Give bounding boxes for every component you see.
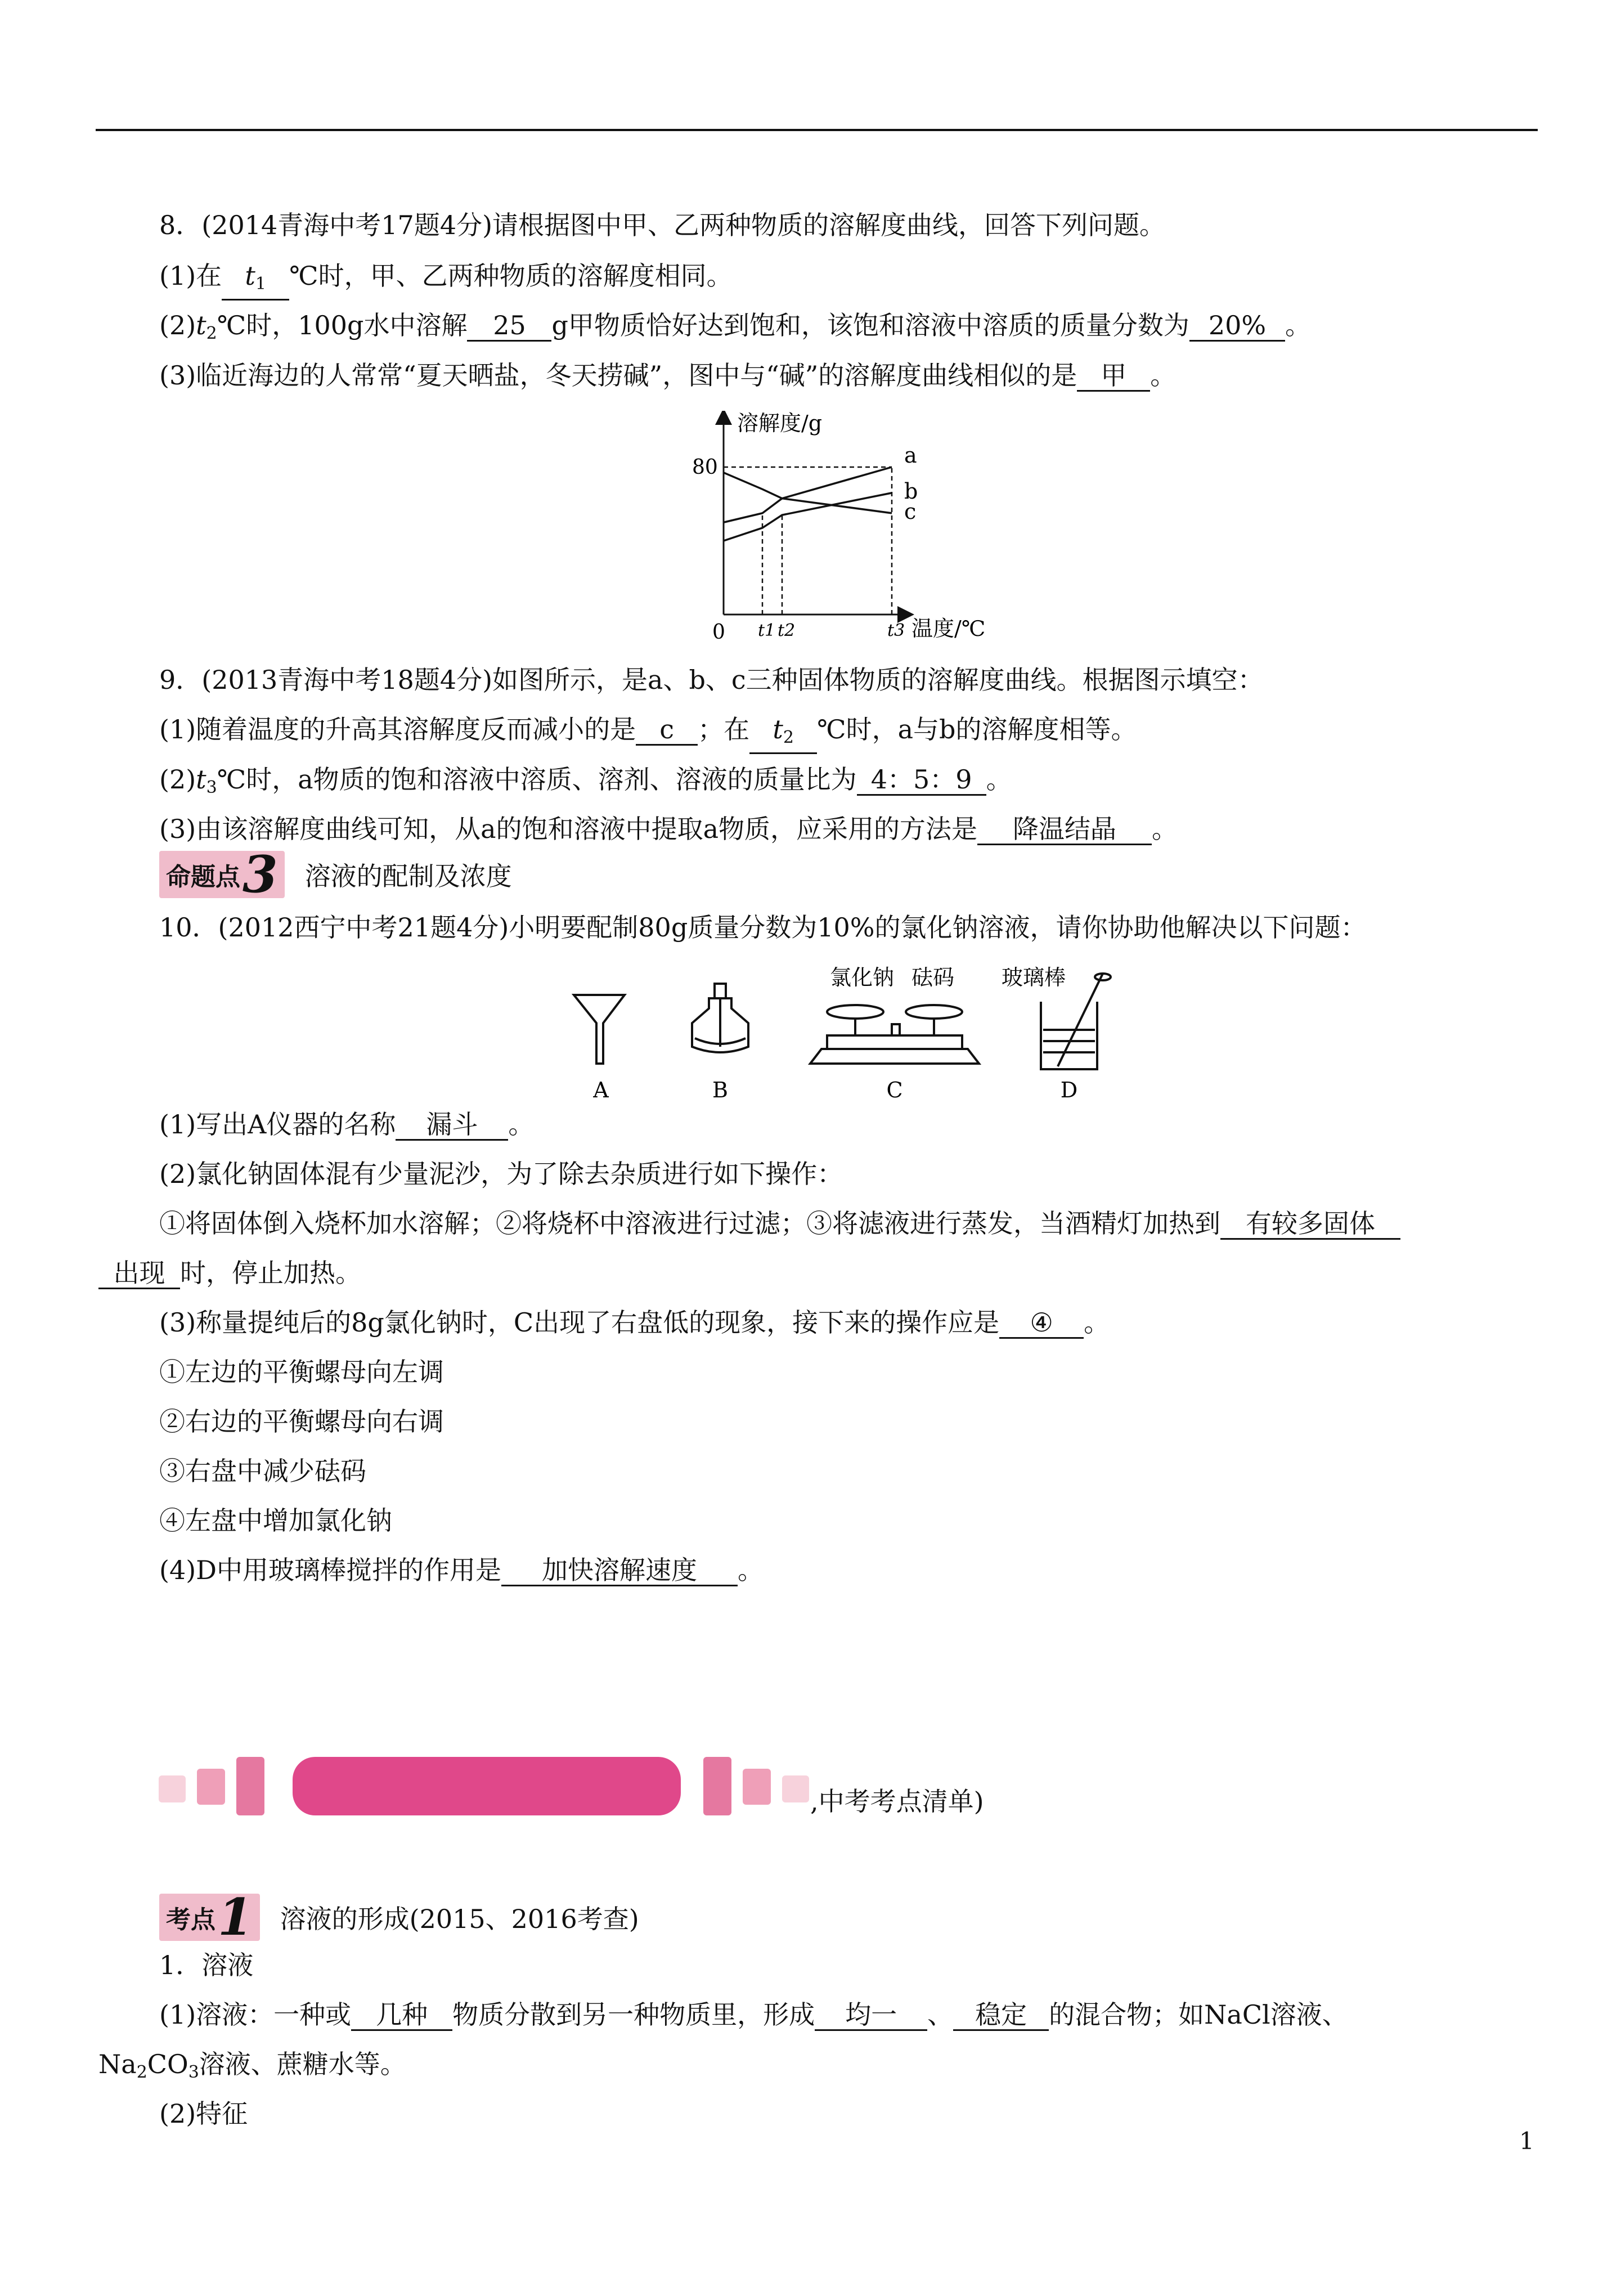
q10-option-3: ③右盘中减少砝码 <box>159 1456 366 1486</box>
q10-part2: (2)氯化钠固体混有少量泥沙，为了除去杂质进行如下操作： <box>159 1159 843 1189</box>
section-title: 溶液的配制及浓度 <box>304 861 512 891</box>
x-tick-t3: t3 <box>887 621 905 640</box>
section-heading-3 <box>159 845 512 904</box>
y-tick-80: 80 <box>692 456 718 479</box>
s1-line2: $Na_2CO_3$溶液、蔗糖水等。 <box>98 2049 406 2082</box>
banner-square <box>236 1757 264 1815</box>
q10-option-4: ④左盘中增加氯化钠 <box>159 1505 392 1536</box>
q8-part1: (1)在 $t_1$ ℃时，甲、乙两种物质的溶解度相同。 <box>159 259 733 301</box>
page-number: 1 <box>1519 2127 1534 2155</box>
s1-line1: (1)溶液：一种或 几种 物质分散到另一种物质里，形成 均一 、 稳定 的混合物；如NaCl溶液、 <box>159 1999 1348 2030</box>
banner-square <box>743 1769 771 1805</box>
s1-heading: 1．溶液 <box>159 1950 254 1980</box>
solubility-chart <box>681 411 1018 653</box>
weight-label: 砝码 <box>911 965 955 990</box>
x-tick-t2: t2 <box>778 621 796 640</box>
q10-stem: 10．(2012西宁中考21题4分)小明要配制80g质量分数为10%的氯化钠溶液，请你协助他解决以下问题： <box>159 912 1367 943</box>
kaodian-title: 溶液的形成(2015、2016考查) <box>280 1904 639 1934</box>
q10-part3: (3)称量提纯后的8g氯化钠时，C出现了右盘低的现象，接下来的操作应是 ④ 。 <box>159 1307 1110 1338</box>
label-D: D <box>1060 1078 1078 1102</box>
q8-part2: $(2)t_2℃$时，100g水中溶解 25 g甲物质恰好达到饱和，该饱和溶液中溶质的质量分数为 20% 。 <box>159 310 1311 343</box>
q8-answer-20: 20% <box>1189 311 1285 342</box>
q9-part3: (3)由该溶解度曲线可知，从a的饱和溶液中提取a物质，应采用的方法是 降温结晶 。 <box>159 814 1178 844</box>
q10-part1: (1)写出A仪器的名称 漏斗 。 <box>159 1109 535 1140</box>
apparatus-figure <box>563 957 1125 1109</box>
y-axis-label: 溶解度/g <box>737 411 823 436</box>
nacl-label: 氯化钠 <box>830 965 895 990</box>
curve-c <box>724 473 892 513</box>
q9-part1: (1)随着温度的升高其溶解度反而减小的是 c ；在 $t_2$ ℃时，a与b的溶解度相等。 <box>159 712 1137 754</box>
banner <box>152 1750 1502 1829</box>
q10-option-2: ②右边的平衡螺母向右调 <box>159 1406 444 1437</box>
funnel-icon <box>574 995 625 1064</box>
s1-line3: (2)特征 <box>159 2098 248 2129</box>
kaodian-heading-1 <box>159 1887 639 1947</box>
glass-rod-label: 玻璃棒 <box>1002 965 1066 990</box>
header-rule <box>96 129 1538 131</box>
q8-part3: (3)临近海边的人常常“夏天晒盐，冬天捞碱”，图中与“碱”的溶解度曲线相似的是 甲 。 <box>159 360 1177 391</box>
banner-square <box>782 1775 809 1802</box>
curve-label-b: b <box>904 478 918 504</box>
q10-part4: (4)D中用玻璃棒搅拌的作用是 加快溶解速度 。 <box>159 1555 764 1585</box>
banner-text: ,中考考点清单) <box>810 1786 984 1817</box>
curve-label-c: c <box>904 499 917 524</box>
banner-pill <box>293 1757 681 1815</box>
banner-square <box>159 1775 186 1802</box>
x-tick-t1: t1 <box>758 621 776 640</box>
q10-part2-steps: ①将固体倒入烧杯加水溶解；②将烧杯中溶液进行过滤；③将滤液进行蒸发，当酒精灯加热到 有较多固体 <box>159 1207 1400 1240</box>
label-A: A <box>593 1078 609 1102</box>
label-B: B <box>712 1078 728 1102</box>
q10-option-1: ①左边的平衡螺母向左调 <box>159 1357 444 1387</box>
q10-part2-steps-cont: 出现 时，停止加热。 <box>98 1256 361 1290</box>
q8-answer-25: 25 <box>467 311 551 342</box>
label-C: C <box>886 1078 903 1102</box>
kaodian-badge: 考点 1 <box>159 1894 260 1941</box>
x-axis-label: 温度/℃ <box>911 616 986 641</box>
banner-square <box>197 1769 225 1805</box>
q8-stem: 8．(2014青海中考17题4分)请根据图中甲、乙两种物质的溶解度曲线，回答下列问题。 <box>159 210 1166 240</box>
section-badge: 命题点 3 <box>159 851 285 898</box>
origin-label: 0 <box>712 621 725 644</box>
q9-part2: $(2)t_3℃$时，a物质的饱和溶液中溶质、溶剂、溶液的质量比为 4：5：9 。 <box>159 764 1012 797</box>
q9-stem: 9．(2013青海中考18题4分)如图所示，是a、b、c三种固体物质的溶解度曲线。根据图示填空： <box>159 665 1264 695</box>
banner-square <box>703 1757 731 1815</box>
alcohol-lamp-icon <box>692 984 748 1052</box>
balance-icon <box>810 1005 979 1064</box>
curve-a <box>724 467 892 522</box>
curve-label-a: a <box>904 443 917 468</box>
